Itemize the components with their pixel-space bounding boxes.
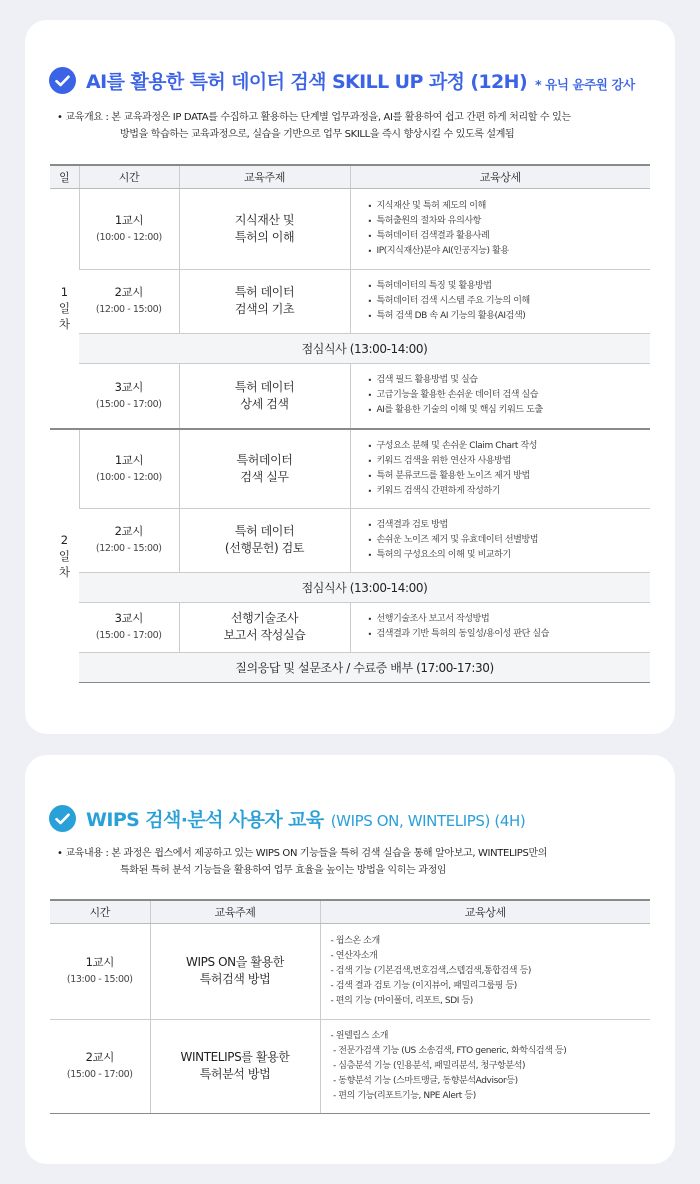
col-header-time: 시간: [50, 900, 150, 923]
overview-line: • 교육개요 : 본 교육과정은 IP DATA를 수집하고 활용하는 단계별 업무과정을, AI를 활용하여 쉽고 간편 하게 처리할 수 있는: [57, 112, 571, 123]
course-overview: [57, 109, 647, 143]
table-row: [50, 1019, 650, 1113]
table-row: [50, 363, 650, 429]
table-header-row: [50, 165, 650, 188]
overview-line: 특화된 특허 분석 기능들을 활용하여 업무 효율을 높이는 방법을 익히는 과정임: [120, 865, 447, 876]
details-cell: • 검색결과 검토 방법 • 손쉬운 노이즈 제거 및 유효데이터 선별방법 • 특허의 구성요소의 이해 및 비교하기: [350, 508, 650, 572]
col-header-time: 시간: [79, 165, 179, 188]
session-cell: 3교시 (15:00 - 17:00): [79, 602, 179, 652]
course-card-wips: [25, 755, 675, 1164]
table-row: [50, 923, 650, 1019]
day-2-cell: 2 일 차: [50, 429, 79, 682]
col-header-topic: 교육주제: [179, 165, 350, 188]
topic-cell: 특허데이터 검색 실무: [179, 429, 350, 508]
table-row: [50, 572, 650, 602]
details-cell: - 윕스온 소개 - 연산자소개 - 검색 기능 (기본검색,번호검색,스텝검색,통합검색 등) - 검색 결과 검토 기능 (이지뷰어, 패밀리그룹핑 등) - 편의 기능 (마이폴더, 리포트, SDI 등): [320, 923, 650, 1019]
details-cell: - 윈텔립스 소개 - 전문가검색 기능 (US 소송검색, FTO generic, 화학식검색 등) - 심층분석 기능 (인용분석, 패밀리분석, 청구항분석) - 동향분석 기능 (스마트맹글, 동향분석Advisor등) - 편의 기능(리포트기능, NPE Alert 등): [320, 1019, 650, 1113]
closing-cell: 질의응답 및 설문조사 / 수료증 배부 (17:00-17:30): [79, 652, 650, 682]
session-cell: 1교시 (13:00 - 15:00): [50, 923, 150, 1019]
topic-cell: 특허 데이터 (선행문헌) 검토: [179, 508, 350, 572]
lunch-break-cell: 점심식사 (13:00-14:00): [79, 333, 650, 363]
topic-cell: 특허 데이터 검색의 기초: [179, 269, 350, 333]
table-row: [50, 602, 650, 652]
course-overview: [57, 845, 627, 879]
schedule-table: [50, 899, 650, 1114]
course-title-row: [49, 805, 525, 832]
topic-cell: WIPS ON을 활용한 특허검색 방법: [150, 923, 320, 1019]
col-header-day: 일: [50, 165, 79, 188]
topic-cell: 특허 데이터 상세 검색: [179, 363, 350, 429]
schedule-table: [50, 164, 650, 683]
table-row: [50, 652, 650, 682]
session-cell: 2교시 (15:00 - 17:00): [50, 1019, 150, 1113]
table-row: [50, 429, 650, 508]
session-cell: 1교시 (10:00 - 12:00): [79, 188, 179, 269]
topic-cell: WINTELIPS를 활용한 특허분석 방법: [150, 1019, 320, 1113]
instructor-label: * 유닉 윤주원 강사: [535, 76, 635, 92]
session-cell: 1교시 (10:00 - 12:00): [79, 429, 179, 508]
table-header-row: [50, 900, 650, 923]
day-1-cell: 1 일 차: [50, 188, 79, 429]
details-cell: • 구성요소 분해 및 손쉬운 Claim Chart 작성 • 키워드 검색을 위한 연산자 사용방법 • 특허 분류코드를 활용한 노이즈 제거 방법 • 키워드 검색식 간편하게 작성하기: [350, 429, 650, 508]
course-title: WIPS 검색·분석 사용자 교육: [86, 809, 324, 831]
session-cell: 3교시 (15:00 - 17:00): [79, 363, 179, 429]
col-header-details: 교육상세: [350, 165, 650, 188]
table-row: [50, 269, 650, 333]
details-cell: • 지식재산 및 특허 제도의 이해 • 특허출원의 절차와 유의사항 • 특허데이터 검색결과 활용사례 • IP(지식재산)분야 AI(인공지능) 활용: [350, 188, 650, 269]
topic-cell: 선행기술조사 보고서 작성실습: [179, 602, 350, 652]
overview-line: • 교육내용 : 본 과정은 윕스에서 제공하고 있는 WIPS ON 기능들을 특허 검색 실습을 통해 알아보고, WINTELIPS만의: [57, 848, 548, 859]
session-cell: 2교시 (12:00 - 15:00): [79, 269, 179, 333]
overview-line: 방법을 학습하는 교육과정으로, 실습을 기반으로 업무 SKILL을 즉시 향상시킬 수 있도록 설계됨: [120, 129, 515, 140]
course-title-row: [49, 67, 635, 94]
check-circle-icon: [49, 67, 76, 94]
course-title: AI를 활용한 특허 데이터 검색 SKILL UP 과정 (12H): [86, 71, 528, 93]
session-cell: 2교시 (12:00 - 15:00): [79, 508, 179, 572]
details-cell: • 특허데이터의 특징 및 활용방법 • 특허데이터 검색 시스템 주요 기능의 이해 • 특허 검색 DB 속 AI 기능의 활용(AI검색): [350, 269, 650, 333]
table-row: [50, 333, 650, 363]
check-circle-icon: [49, 805, 76, 832]
details-cell: • 검색 필드 활용방법 및 실습 • 고급기능을 활용한 손쉬운 데이터 검색 실습 • AI를 활용한 기술의 이해 및 핵심 키워드 도출: [350, 363, 650, 429]
table-row: [50, 188, 650, 269]
col-header-details: 교육상세: [320, 900, 650, 923]
details-cell: • 선행기술조사 보고서 작성방법 • 검색결과 기반 특허의 동일성/용이성 판단 실습: [350, 602, 650, 652]
lunch-break-cell: 점심식사 (13:00-14:00): [79, 572, 650, 602]
course-subtitle: (WIPS ON, WINTELIPS) (4H): [330, 811, 526, 830]
topic-cell: 지식재산 및 특허의 이해: [179, 188, 350, 269]
col-header-topic: 교육주제: [150, 900, 320, 923]
course-card-ai-patent: [25, 20, 675, 734]
table-row: [50, 508, 650, 572]
